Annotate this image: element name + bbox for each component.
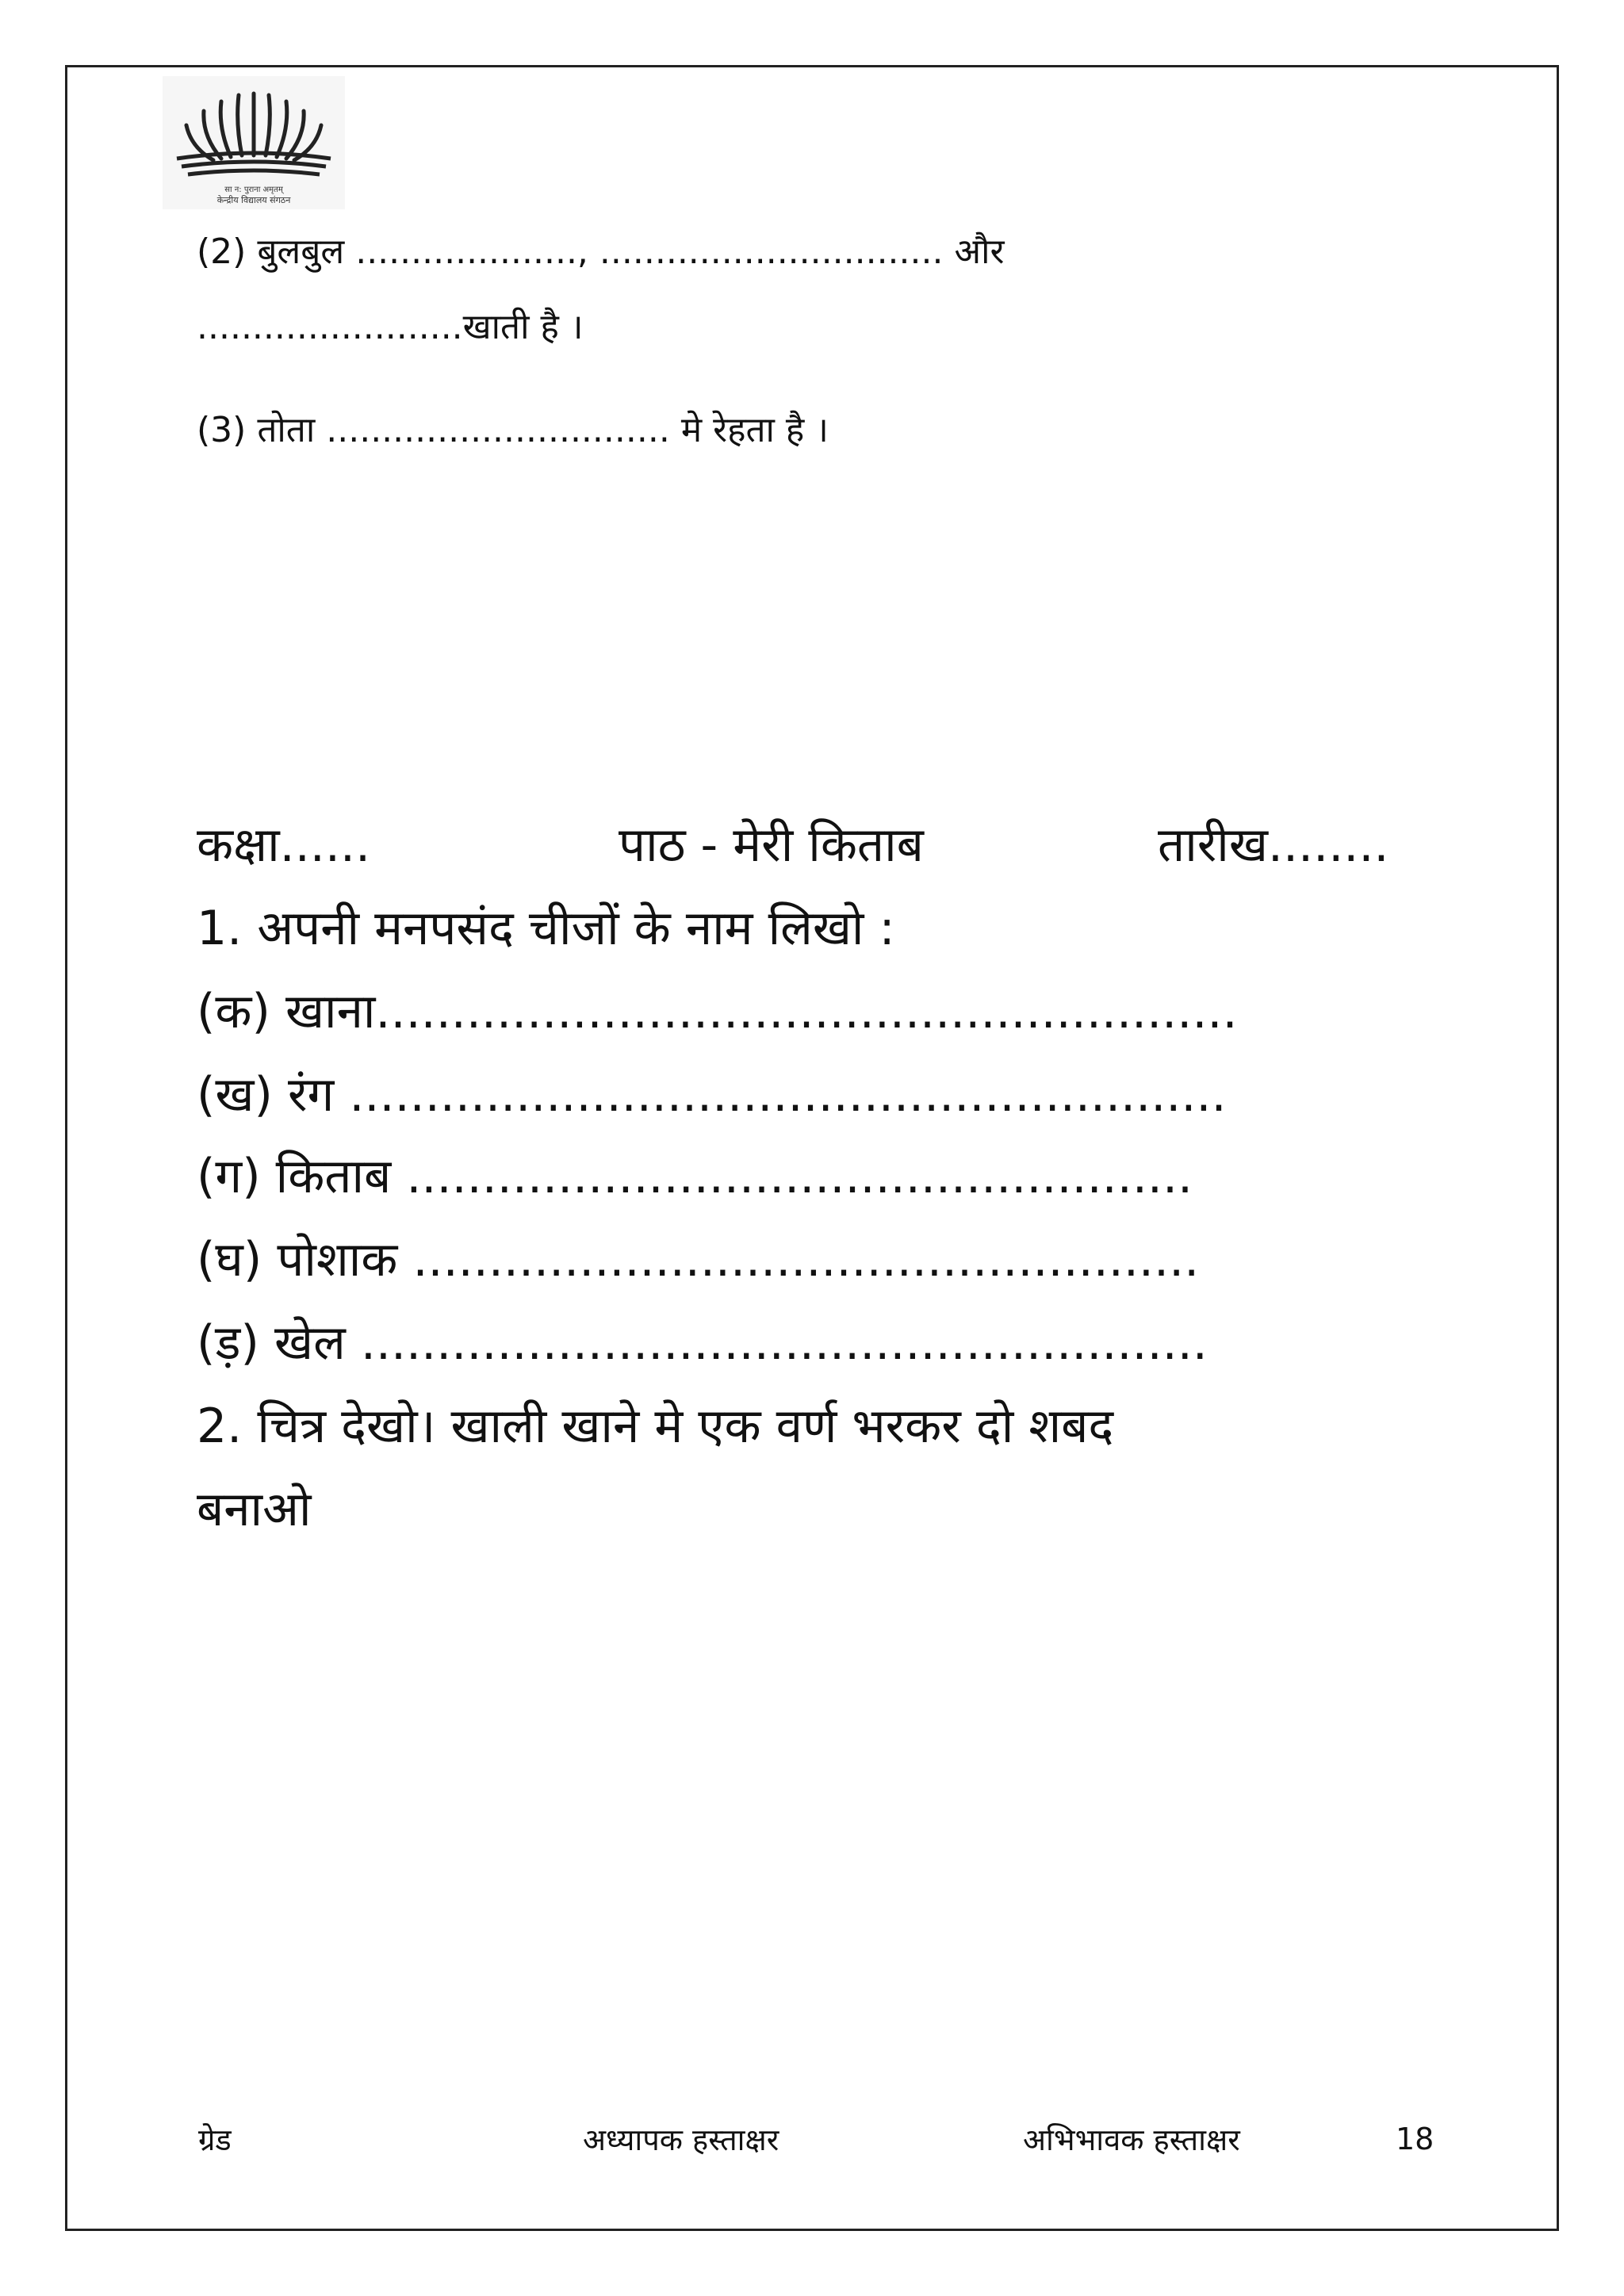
svg-text:केन्द्रीय विद्यालय संगठन: केन्द्रीय विद्यालय संगठन bbox=[216, 195, 291, 205]
class-field: कक्षा...... bbox=[197, 817, 371, 873]
kvs-logo bbox=[163, 76, 345, 209]
list-item-game: (ड़) खेल ........................................................ bbox=[197, 1315, 1208, 1371]
question-2-line2: बनाओ bbox=[197, 1482, 312, 1537]
sunrise-emblem-icon bbox=[163, 76, 345, 209]
question-2-line1: 2. चित्र देखो। खाली खाने मे एक वर्ण भरकर दो शबद bbox=[197, 1399, 1114, 1454]
teacher-signature-label: अध्यापक हस्ताक्षर bbox=[583, 2122, 779, 2157]
parent-signature-label: अभिभावक हस्ताक्षर bbox=[1023, 2122, 1240, 2157]
fill-blank-q3: (3) तोता ............................... मे रेहता है । bbox=[197, 410, 829, 450]
page-number: 18 bbox=[1396, 2122, 1434, 2156]
fill-blank-q2-line2: ........................खाती है । bbox=[197, 307, 584, 347]
list-item-color: (ख) रंग .......................................................... bbox=[197, 1067, 1227, 1123]
date-field: तारीख........ bbox=[1158, 817, 1389, 873]
svg-text:सा न: पुराना अमृतम्: सा न: पुराना अमृतम् bbox=[224, 186, 283, 194]
list-item-dress: (घ) पोशाक .................................................... bbox=[197, 1232, 1200, 1288]
grade-label: ग्रेड bbox=[198, 2122, 232, 2157]
list-item-book: (ग) किताब .................................................... bbox=[197, 1149, 1193, 1204]
list-item-food: (क) खाना......................................................... bbox=[197, 984, 1238, 1039]
question-1-title: 1. अपनी मनपसंद चीजों के नाम लिखो : bbox=[197, 901, 895, 956]
fill-blank-q2-line1: (2) बुलबुल ...................., ............................... और bbox=[197, 232, 1005, 272]
lesson-title: पाठ - मेरी किताब bbox=[619, 817, 924, 873]
